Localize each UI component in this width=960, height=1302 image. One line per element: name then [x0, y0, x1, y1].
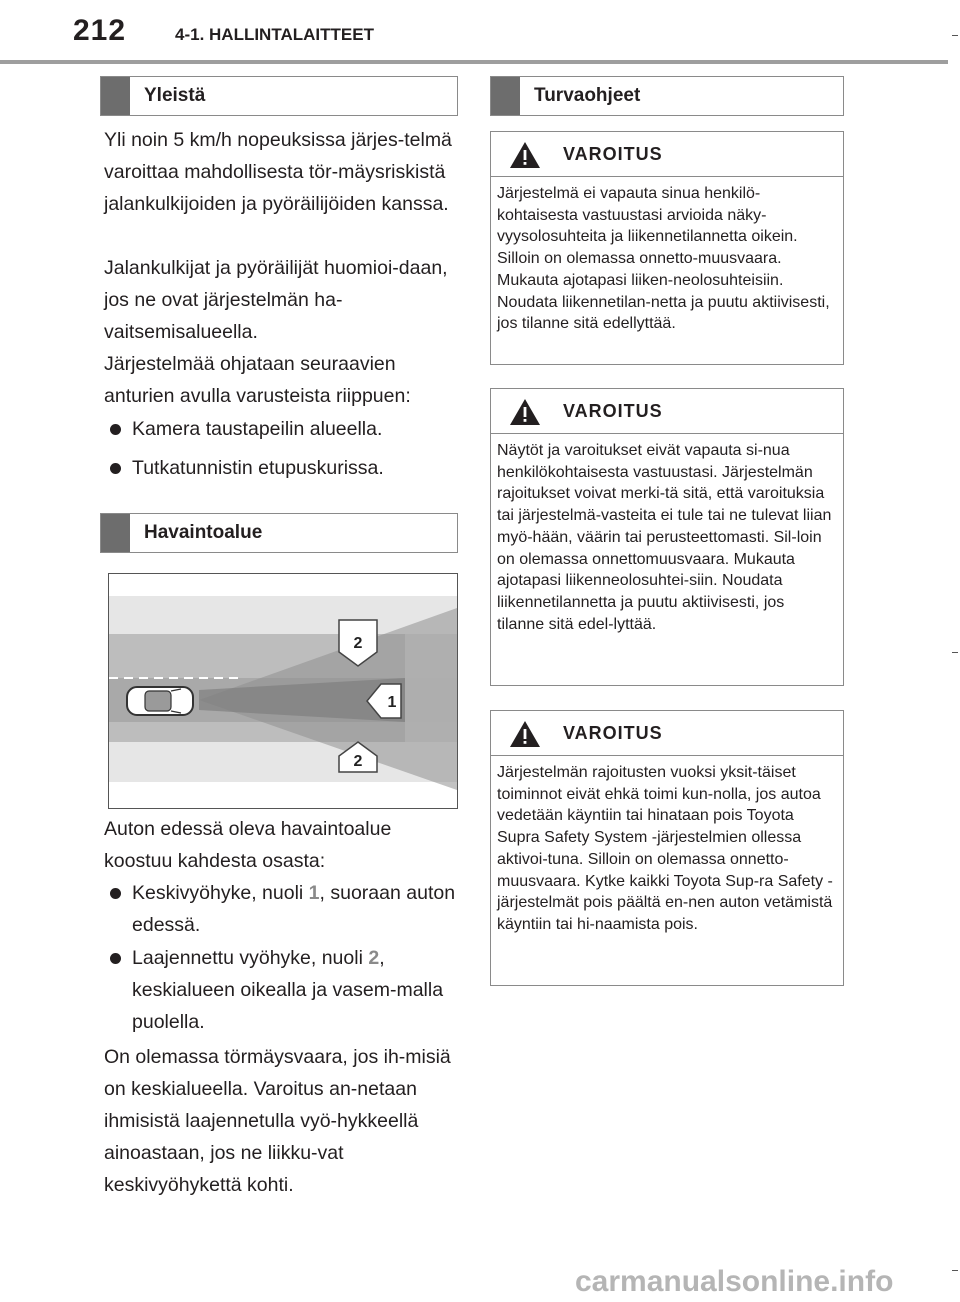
detection-area-diagram	[109, 574, 457, 808]
arrow-label-upper: 2	[353, 635, 363, 652]
warning-box	[490, 388, 844, 686]
list-item	[110, 942, 465, 1038]
arrow-label-lower: 2	[353, 753, 363, 770]
header-rule	[0, 60, 948, 64]
bullet-icon	[110, 888, 121, 899]
list-item	[110, 452, 465, 484]
warning-text: Järjestelmän rajoitusten vuoksi yksit-täiset toiminnot eivät ehkä toimi kun-nolla, jos autoa vedetään käyntiin tai hinataan pois Toyota Supra Safety System -järjestelmien ollessa aktivoi-tuna. Silloin on olemassa onnetto-muusvaara. Kytke kaikki Toyota Sup-ra Safety -järjestelmät pois päältä en-nen auton vetämistä käyntiin tai hi-naamista pois.	[497, 764, 833, 933]
warning-text: Näytöt ja varoitukset eivät vapauta si-nua henkilökohtaisesta vastuustasi. Järjestelmän rajoitukset voivat merki-tä sitä, että varoituksia tai järjestelmä-vasteita ei tule tai ne tulevat liian myö-hään, väärin tai perusteettomasti. Sil-loin on olemassa onnettomuusvaara. Mukauta ajotapasi liikenneolosuhtei-siin. Noudata liikennetilannetta ja puutu aktiivisesti, jos tilanne sitä edel-lyttää.	[497, 442, 832, 633]
arrow-number-ref: 1	[308, 882, 320, 904]
section-heading-general	[100, 76, 458, 116]
watermark: carmanualsonline.info	[575, 1265, 894, 1298]
crop-mark	[952, 1270, 958, 1271]
crop-mark	[952, 652, 958, 653]
arrow-label-center: 1	[387, 694, 397, 711]
sensors-paragraph: Järjestelmää ohjataan seuraavien anturien avulla varusteista riippuen:	[104, 353, 411, 407]
section-heading-detection-area	[100, 513, 458, 553]
list-item	[110, 413, 465, 445]
warning-text: Järjestelmä ei vapauta sinua henkilö-kohtaisesta vastuustasi arvioida näky-vyysolosuhteita ja liikennetilannetta oikein. Silloin on olemassa onnetto-muusvaara. Mukauta ajotapasi liiken-neolosuhteisiin. Noudata liikennetilan-netta ja puutu aktiivisesti, jos tilanne sitä edellyttää.	[497, 185, 830, 333]
detection-paragraph: Jalankulkijat ja pyöräilijät huomioi-daan, jos ne ovat järjestelmän ha-vaitsemisalueella.	[104, 257, 448, 343]
list-item-text: Keskivyöhyke, nuoli	[132, 882, 309, 904]
bullet-icon	[110, 463, 121, 474]
warning-box	[490, 131, 844, 365]
chapter-title: 4-1. HALLINTALAITTEET	[175, 25, 374, 44]
crop-mark	[952, 35, 958, 36]
section-heading-safety	[490, 76, 844, 116]
section-heading-label: Yleistä	[144, 85, 206, 106]
list-item-text: , keskialueen oikealla ja vasem-malla puolella.	[132, 947, 444, 1033]
bullet-icon	[110, 953, 121, 964]
detection-area-figure	[108, 573, 458, 809]
warning-triangle-icon	[509, 398, 541, 426]
section-marker	[101, 514, 130, 552]
warning-title: VAROITUS	[563, 144, 663, 164]
warning-triangle-icon	[509, 720, 541, 748]
warning-header	[491, 389, 843, 434]
list-item-text: Kamera taustapeilin alueella.	[132, 418, 383, 440]
list-item-text: Laajennettu vyöhyke, nuoli	[132, 947, 369, 969]
car-icon	[127, 687, 193, 715]
list-item	[110, 877, 465, 941]
detection-area-paragraph: Auton edessä oleva havaintoalue koostuu kahdesta osasta:	[104, 818, 392, 872]
page-number: 212	[73, 14, 127, 47]
section-marker	[491, 77, 520, 115]
section-marker	[101, 77, 130, 115]
warning-header	[491, 711, 843, 756]
collision-paragraph: On olemassa törmäysvaara, jos ih-misiä on keskialueella. Varoitus an-netaan ihmisistä laajennetulla vyö-hykkeellä ainoastaan, jos ne liikku-vat keskivyöhykettä kohti.	[104, 1046, 451, 1196]
warning-title: VAROITUS	[563, 401, 663, 421]
warning-header	[491, 132, 843, 177]
intro-paragraph: Yli noin 5 km/h nopeuksissa järjes-telmä varoittaa mahdollisesta tör-mäysriskistä jalankulkijoiden ja pyöräilijöiden kanssa.	[104, 129, 452, 215]
bullet-icon	[110, 424, 121, 435]
warning-triangle-icon	[509, 141, 541, 169]
section-heading-label: Havaintoalue	[144, 522, 263, 543]
arrow-number-ref: 2	[368, 947, 380, 969]
warning-title: VAROITUS	[563, 723, 663, 743]
list-item-text: , suoraan auton edessä.	[132, 882, 456, 936]
list-item-text: Tutkatunnistin etupuskurissa.	[132, 457, 384, 479]
section-heading-label: Turvaohjeet	[534, 85, 641, 106]
warning-box	[490, 710, 844, 986]
